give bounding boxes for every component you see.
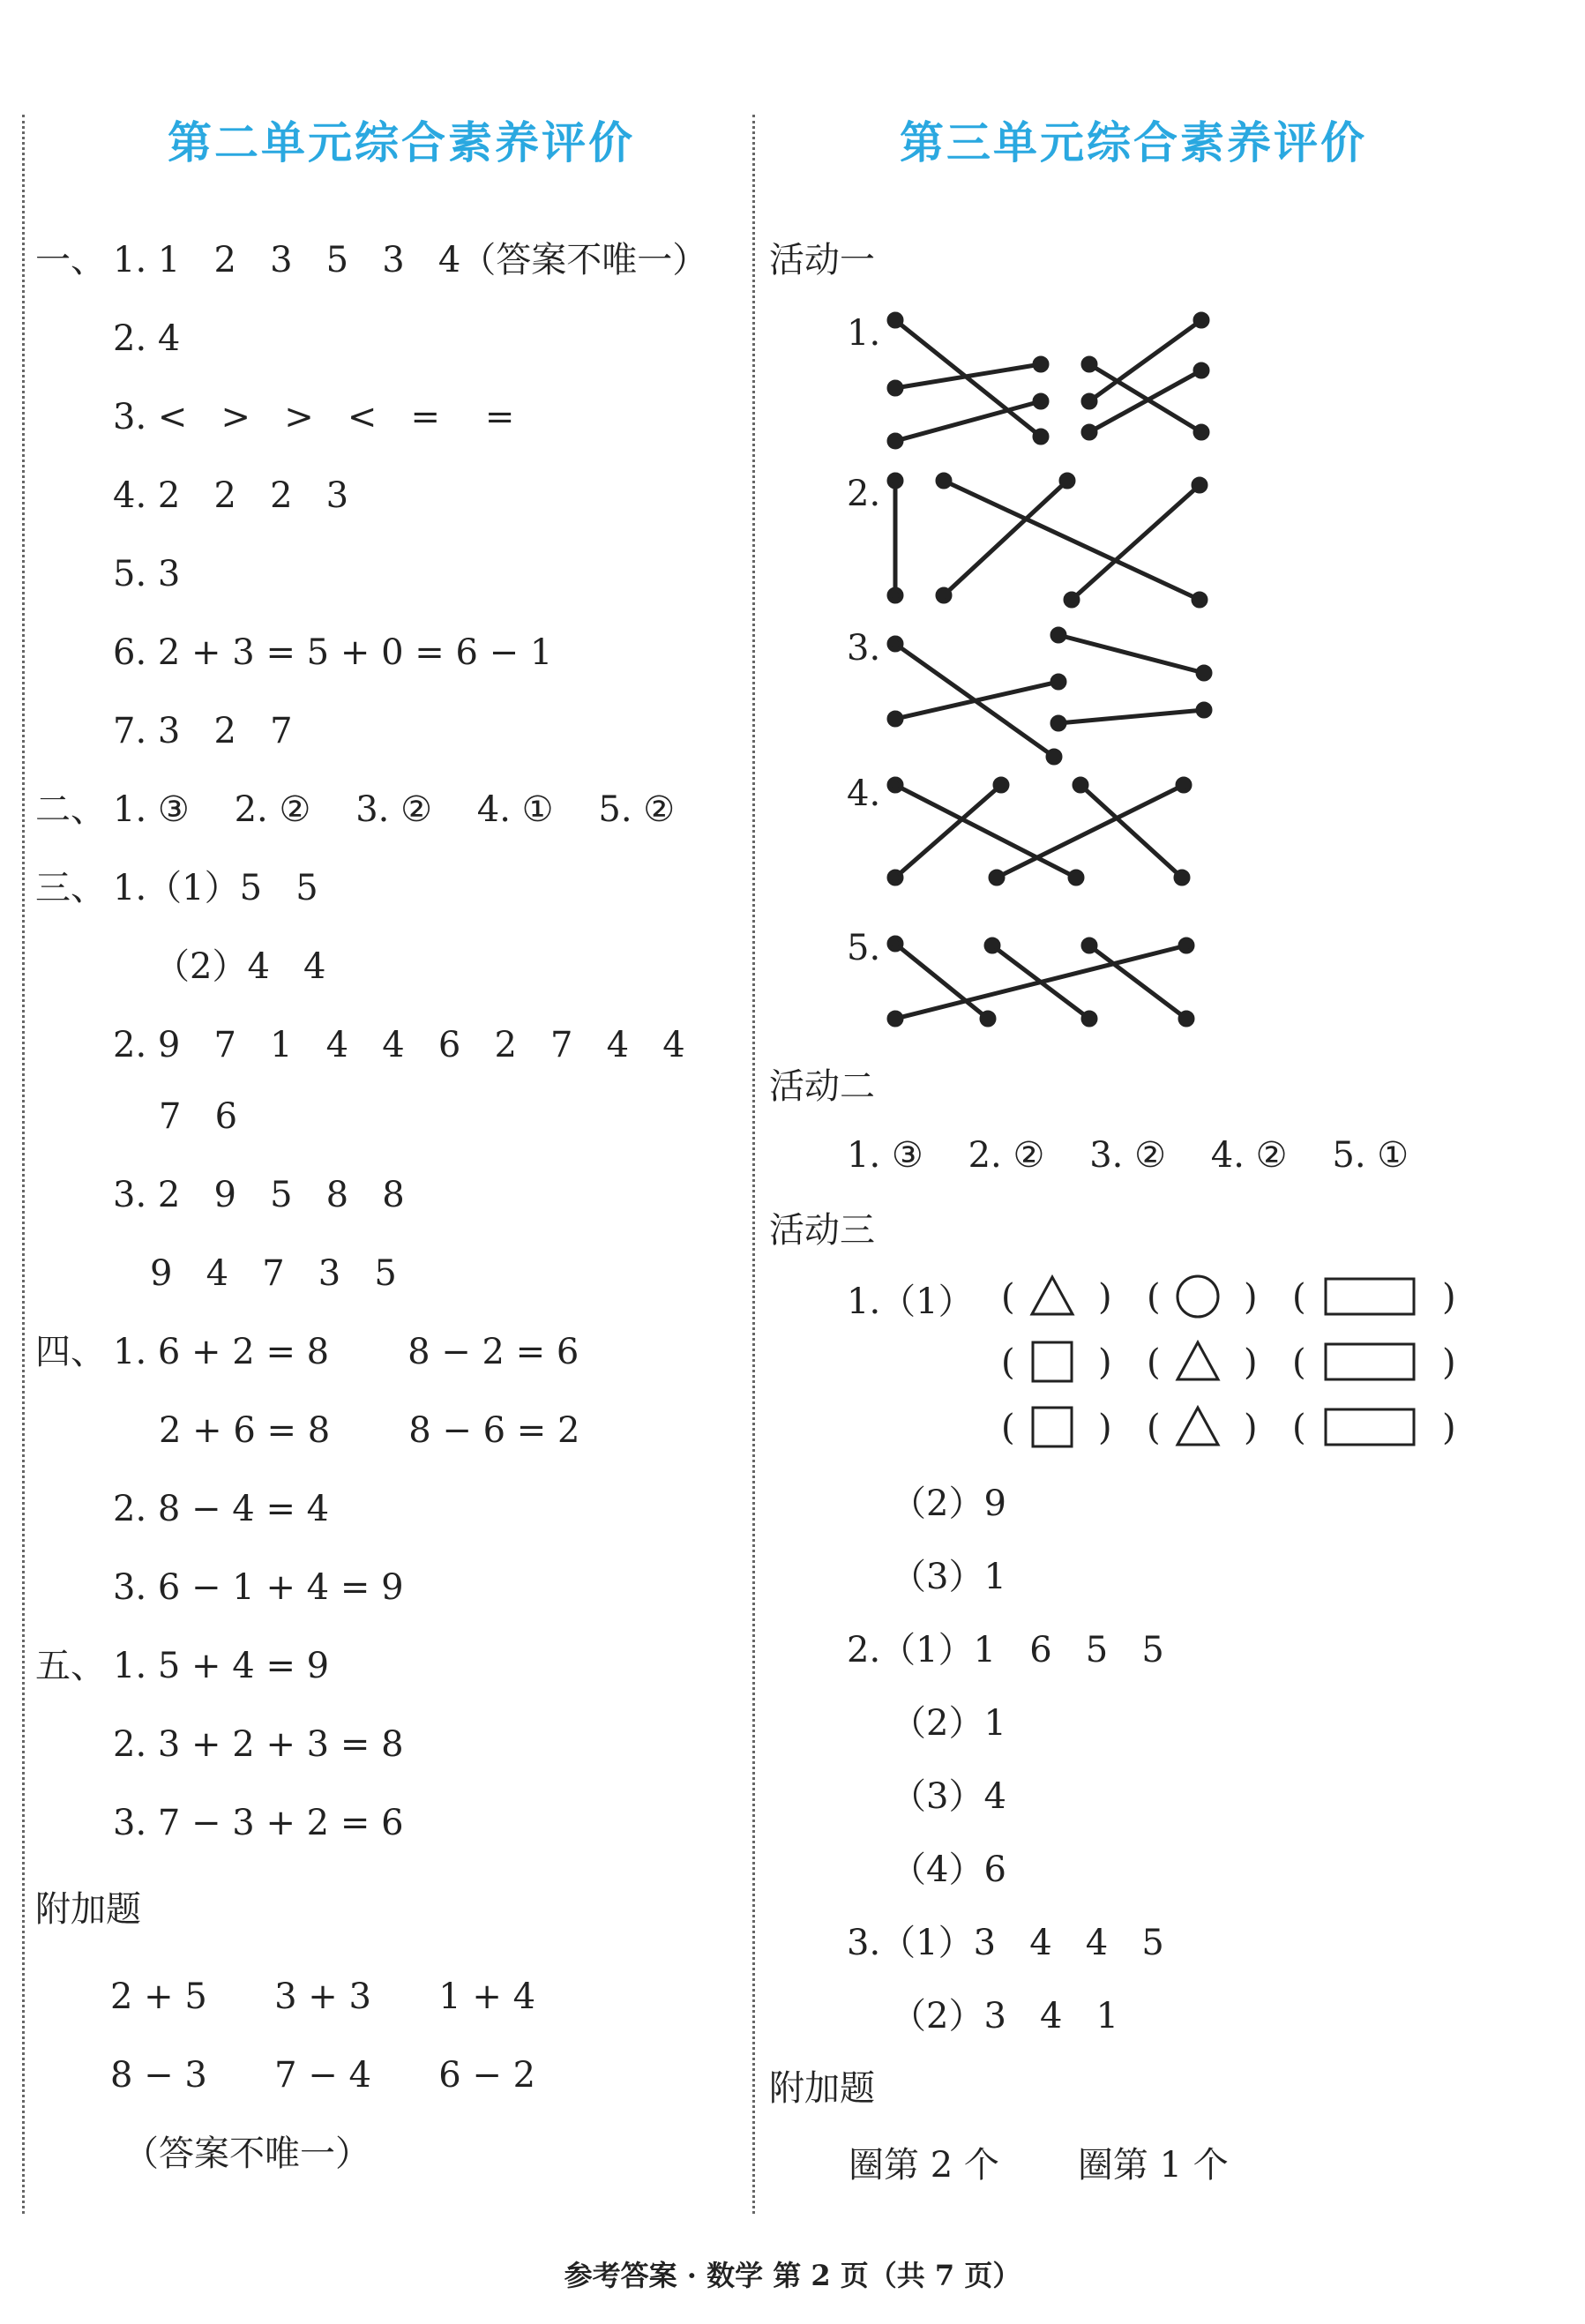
match-dot (889, 713, 901, 725)
paren-close: ) (1098, 1342, 1112, 1383)
act1-label-5: 5. (847, 928, 881, 968)
act3-q2-1: 2.（1）1 6 5 5 (847, 1630, 1164, 1670)
match-dot (991, 871, 1003, 884)
right-extra-heading: 附加题 (769, 2068, 875, 2109)
paren-open: ( (1001, 1277, 1015, 1318)
match-dot (1035, 430, 1047, 443)
act3-q1-label: 1.（1） (847, 1282, 974, 1322)
match-dot (1074, 779, 1087, 791)
match-dot (889, 779, 901, 791)
s4-q1b: 2 + 6 = 8 8 − 6 = 2 (159, 1410, 580, 1451)
match-dot (1083, 1013, 1095, 1025)
s3-q1a: 1.（1）5 5 (113, 868, 318, 908)
column-divider-dotted-line (752, 115, 755, 2214)
rectangle-shape (1326, 1279, 1414, 1314)
s1-q3: 3. < > > < = = (113, 397, 515, 437)
match-dot (1176, 871, 1188, 884)
paren-close: ) (1442, 1342, 1456, 1383)
left-extra-row2: 8 − 3 7 − 4 6 − 2 (110, 2055, 536, 2096)
s2-heading: 二、 (35, 789, 106, 830)
s5-heading: 五、 (35, 1646, 106, 1686)
match-dot (889, 435, 901, 447)
square-shape (1033, 1408, 1072, 1446)
paren-open: ( (1001, 1342, 1015, 1383)
s3-heading: 三、 (35, 868, 106, 908)
s5-q2: 2. 3 + 2 + 3 = 8 (113, 1724, 404, 1765)
match-dot (889, 314, 901, 326)
match-dot (986, 939, 998, 952)
match-dot (1083, 358, 1095, 370)
match-line (997, 785, 1184, 878)
paren-close: ) (1442, 1277, 1456, 1318)
s5-q3: 3. 7 − 3 + 2 = 6 (113, 1803, 404, 1843)
act3-q2-4: （4）6 (891, 1849, 1006, 1890)
s1-q4: 4. 2 2 2 3 (113, 475, 349, 516)
match-line (1058, 635, 1204, 673)
act3-q3-2: （2）3 4 1 (891, 1996, 1119, 2036)
rectangle-shape (1326, 1409, 1414, 1445)
paren-close: ) (1442, 1408, 1456, 1448)
rectangle-shape (1326, 1344, 1414, 1379)
match-dot (1083, 395, 1095, 407)
match-dot (1178, 779, 1190, 791)
s3-q2b: 7 6 (159, 1096, 238, 1137)
s3-q1b: （2）4 4 (154, 946, 326, 987)
paren-close: ) (1244, 1408, 1258, 1448)
paren-open: ( (1147, 1342, 1161, 1383)
match-line (944, 481, 1067, 595)
match-dot (1195, 314, 1207, 326)
matching-lines-diagram (873, 309, 1226, 1032)
match-line (895, 364, 1041, 388)
s1-heading: 一、 (35, 240, 106, 280)
match-dot (1083, 426, 1095, 438)
match-dot (889, 1013, 901, 1025)
match-dot (1048, 751, 1060, 763)
paren-close: ) (1098, 1408, 1112, 1448)
match-line (1058, 710, 1204, 723)
act1-heading: 活动一 (769, 240, 875, 280)
shape-answer-grid (1001, 1270, 1495, 1464)
act3-q2-3: （3）4 (891, 1776, 1006, 1817)
match-dot (938, 589, 950, 602)
left-section-title: 第二单元综合素养评价 (168, 117, 635, 168)
match-dot (1061, 475, 1073, 487)
act2-line: 1. ③ 2. ② 3. ② 4. ② 5. ① (847, 1135, 1409, 1176)
act1-label-1: 1. (847, 313, 881, 354)
paren-open: ( (1292, 1408, 1306, 1448)
left-extra-heading: 附加题 (35, 1889, 141, 1930)
match-dot (982, 1013, 994, 1025)
paren-close: ) (1098, 1277, 1112, 1318)
act3-q1-3: （3）1 (891, 1557, 1006, 1597)
s1-q5: 5. 3 (113, 554, 181, 594)
act3-q1-2: （2）9 (891, 1483, 1006, 1524)
match-dot (1198, 704, 1210, 716)
match-dot (889, 871, 901, 884)
match-dot (995, 779, 1007, 791)
circle-shape (1178, 1276, 1218, 1317)
paren-open: ( (1147, 1408, 1161, 1448)
match-dot (938, 475, 950, 487)
s4-heading: 四、 (35, 1332, 106, 1372)
s4-q3: 3. 6 − 1 + 4 = 9 (113, 1567, 404, 1608)
triangle-shape (1178, 1342, 1218, 1379)
match-dot (889, 382, 901, 394)
match-line (1072, 485, 1200, 600)
match-dot (1193, 479, 1206, 491)
match-dot (889, 938, 901, 950)
act1-label-3: 3. (847, 628, 881, 669)
match-dot (1193, 594, 1206, 606)
s3-q3b: 9 4 7 3 5 (150, 1253, 397, 1294)
s1-q7: 7. 3 2 7 (113, 711, 293, 751)
act3-q3-1: 3.（1）3 4 4 5 (847, 1923, 1164, 1963)
s1-q1: 1. 1 2 3 5 3 4（答案不唯一） (113, 240, 708, 280)
match-line (1089, 320, 1201, 401)
right-section-title: 第三单元综合素养评价 (900, 117, 1367, 168)
match-dot (1070, 871, 1082, 884)
page-footer: 参考答案 · 数学 第 2 页（共 7 页） (564, 2259, 1021, 2292)
match-dot (889, 475, 901, 487)
s3-q2a: 2. 9 7 1 4 4 6 2 7 4 4 (113, 1025, 685, 1065)
match-line (1080, 785, 1182, 878)
square-shape (1033, 1342, 1072, 1381)
left-margin-dotted-line (22, 115, 25, 2214)
right-extra-line: 圈第 2 个 圈第 1 个 (849, 2145, 1229, 2186)
match-dot (889, 589, 901, 602)
match-dot (1035, 395, 1047, 407)
act2-heading: 活动二 (769, 1066, 875, 1107)
match-line (895, 945, 1186, 1019)
match-dot (1052, 629, 1065, 641)
s4-q1a: 1. 6 + 2 = 8 8 − 2 = 6 (113, 1332, 579, 1372)
paren-close: ) (1244, 1342, 1258, 1383)
left-extra-note: （答案不唯一） (123, 2133, 370, 2174)
triangle-shape (1178, 1408, 1218, 1445)
paren-open: ( (1147, 1277, 1161, 1318)
match-dot (1083, 939, 1095, 952)
match-dot (1195, 426, 1207, 438)
match-dot (889, 638, 901, 650)
match-dot (1052, 717, 1065, 729)
match-dot (1180, 939, 1192, 952)
paren-open: ( (1292, 1342, 1306, 1383)
s4-q2: 2. 8 − 4 = 4 (113, 1489, 330, 1529)
match-dot (1052, 676, 1065, 688)
match-line (895, 682, 1058, 719)
s5-q1: 1. 5 + 4 = 9 (113, 1646, 330, 1686)
act1-label-4: 4. (847, 773, 881, 814)
act1-label-2: 2. (847, 474, 881, 514)
s2-line: 1. ③ 2. ② 3. ② 4. ① 5. ② (113, 789, 676, 830)
s1-q6: 6. 2 + 3 = 5 + 0 = 6 − 1 (113, 632, 553, 673)
s1-q2: 2. 4 (113, 318, 181, 359)
paren-open: ( (1001, 1408, 1015, 1448)
match-dot (1195, 364, 1207, 377)
match-dot (1035, 358, 1047, 370)
act3-heading: 活动三 (769, 1210, 875, 1251)
match-dot (1198, 667, 1210, 679)
paren-open: ( (1292, 1277, 1306, 1318)
match-line (944, 481, 1200, 600)
paren-close: ) (1244, 1277, 1258, 1318)
triangle-shape (1032, 1277, 1073, 1314)
act3-q2-2: （2）1 (891, 1703, 1006, 1744)
s3-q3a: 3. 2 9 5 8 8 (113, 1175, 405, 1215)
match-dot (1180, 1013, 1192, 1025)
left-extra-row1: 2 + 5 3 + 3 1 + 4 (110, 1977, 536, 2017)
match-dot (1065, 594, 1078, 606)
